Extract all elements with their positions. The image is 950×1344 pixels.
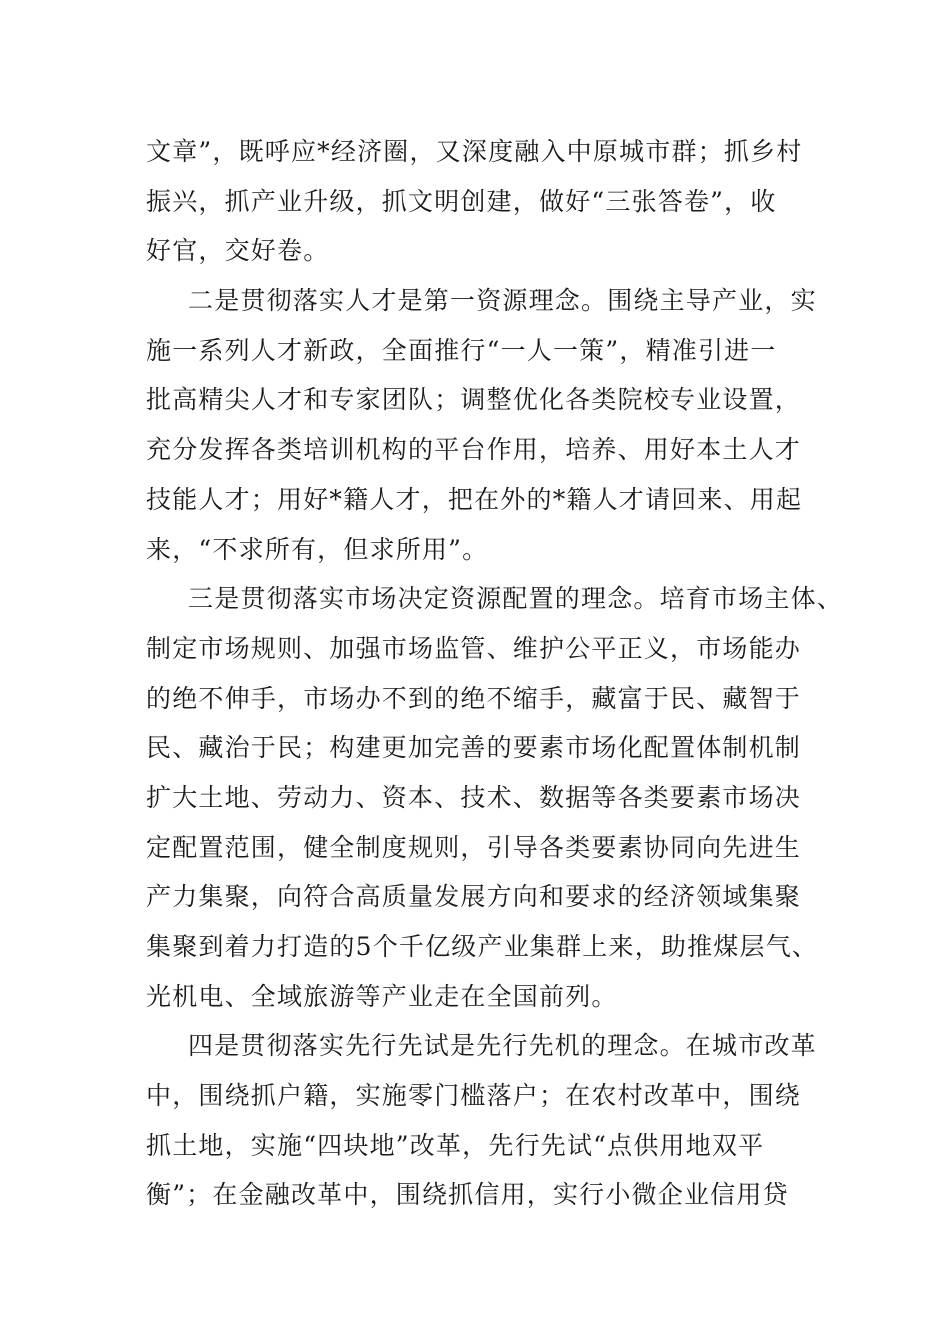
document-body [0,127,950,1220]
text-line: 产力集聚，向符合高质量发展方向和要求的经济领域集聚 [146,882,802,912]
text-line: 的绝不伸手，市场办不到的绝不缩手，藏富于民、藏智于 [146,683,802,713]
text-line: 衡”；在金融改革中，围绕抓信用，实行小微企业信用贷 [146,1180,789,1210]
text-line: 文章”，既呼应*经济圈，又深度融入中原城市群；抓乡村 [146,137,803,166]
text-line: 中，围绕抓户籍，实施零门槛落户；在农村改革中，围绕 [146,1081,802,1111]
text-line: 抓土地，实施“四块地”改革，先行先试“点供用地双平 [146,1130,765,1160]
text-line: 光机电、全域旅游等产业走在全国前列。 [146,981,618,1011]
text-line: 集聚到着力打造的5个千亿级产业集群上来，助推煤层气、 [146,932,819,961]
paragraph-start-line: 三是贯彻落实市场决定资源配置的理念。培育市场主体、 [188,584,844,614]
text-line: 振兴，抓产业升级，抓文明创建，做好“三张答卷”，收 [146,186,777,216]
text-line: 技能人才；用好*籍人才，把在外的*籍人才请回来、用起 [146,484,803,514]
text-line: 来，“不求所有，但求所用”。 [146,534,489,564]
text-line: 充分发挥各类培训机构的平台作用，培养、用好本土人才 [146,435,802,465]
text-line: 施一系列人才新政，全面推行“一人一策”，精准引进一 [146,335,777,365]
paragraph-start-line: 二是贯彻落实人才是第一资源理念。围绕主导产业，实 [188,286,817,316]
text-line: 好官，交好卷。 [146,236,330,266]
text-line: 民、藏治于民；构建更加完善的要素市场化配置体制机制 [146,733,802,763]
text-line: 定配置范围，健全制度规则，引导各类要素协同向先进生 [146,832,802,862]
paragraph-start-line: 四是贯彻落实先行先试是先行先机的理念。在城市改革 [188,1031,817,1061]
text-line: 扩大土地、劳动力、资本、技术、数据等各类要素市场决 [146,782,802,812]
text-line: 批高精尖人才和专家团队；调整优化各类院校专业设置， [146,385,802,415]
text-line: 制定市场规则、加强市场监管、维护公平正义，市场能办 [146,633,802,663]
